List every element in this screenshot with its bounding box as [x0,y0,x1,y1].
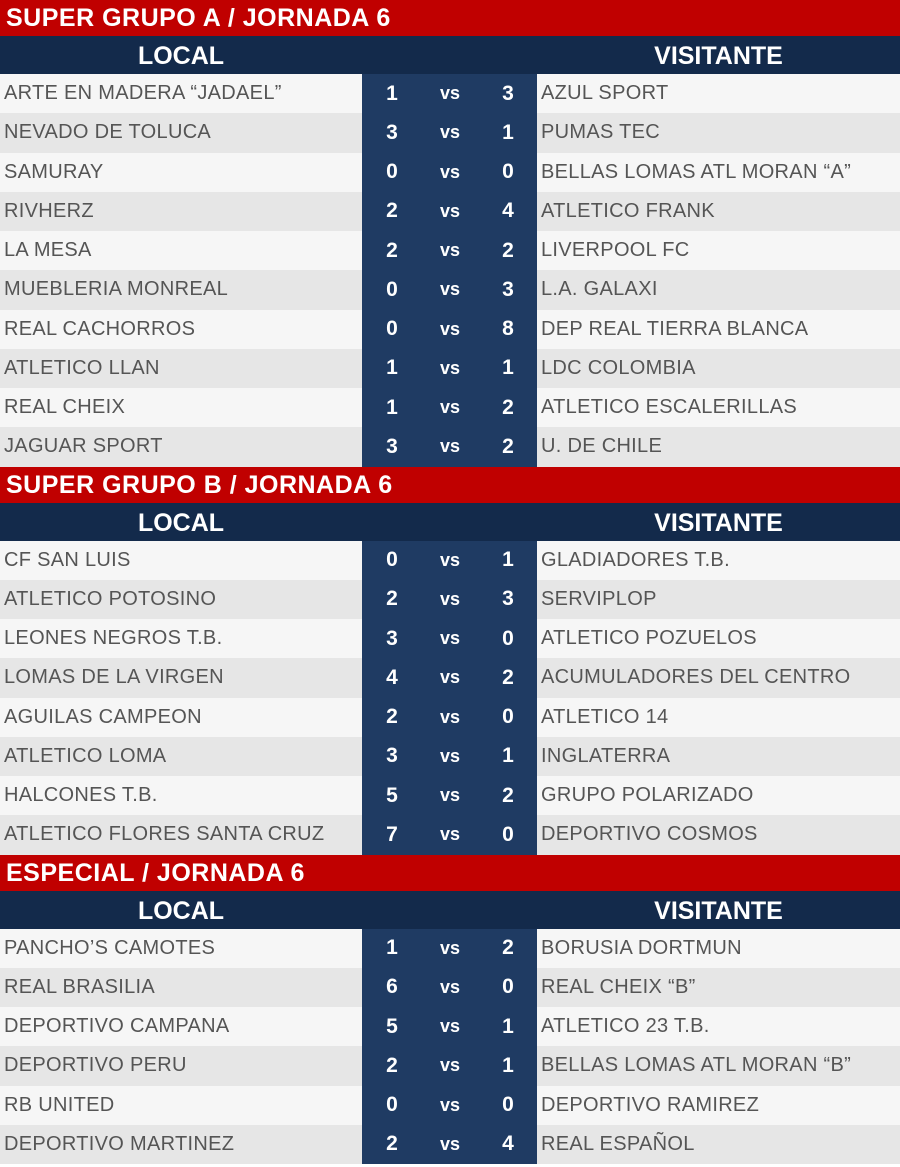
home-score: 2 [386,705,398,729]
away-score: 4 [502,199,514,223]
home-team: AGUILAS CAMPEON [4,705,202,728]
vs-label: vs [439,357,461,378]
home-team: DEPORTIVO CAMPANA [4,1015,230,1038]
home-score: 2 [386,1053,398,1077]
home-team: RB UNITED [4,1093,115,1116]
vs-label: vs [439,824,461,845]
match-row [0,619,900,658]
vs-label: vs [439,937,461,958]
match-row [0,310,900,349]
vs-label: vs [439,745,461,766]
home-score: 3 [386,120,398,144]
home-team: ATLETICO LLAN [4,356,160,379]
vs-label: vs [439,549,461,570]
away-team: LDC COLOMBIA [541,356,696,379]
away-team: ATLETICO 23 T.B. [541,1015,710,1038]
away-team: BORUSIA DORTMUN [541,936,742,959]
away-score: 2 [502,665,514,689]
score-block [362,388,537,427]
match-row [0,192,900,231]
vs-label: vs [439,1094,461,1115]
away-team: BELLAS LOMAS ATL MORAN “A” [541,160,852,183]
match-row [0,231,900,270]
away-team: L.A. GALAXI [541,278,658,301]
vs-label: vs [439,161,461,182]
match-row [0,737,900,776]
score-block [362,737,537,776]
home-team: HALCONES T.B. [4,784,158,807]
away-score: 1 [502,548,514,572]
away-score: 1 [502,356,514,380]
local-header: LOCAL [137,896,225,925]
score-block [362,1007,537,1046]
away-score: 1 [502,1014,514,1038]
home-team: REAL BRASILIA [4,975,155,998]
home-score: 7 [386,822,398,846]
home-score: 0 [386,317,398,341]
score-block [362,270,537,309]
home-score: 5 [386,1014,398,1038]
away-team: REAL CHEIX “B” [541,975,696,998]
away-score: 3 [502,277,514,301]
home-team: RIVHERZ [4,199,94,222]
away-team: ATLETICO FRANK [541,199,715,222]
vs-label: vs [439,240,461,261]
home-team: ATLETICO LOMA [4,744,167,767]
away-team: ACUMULADORES DEL CENTRO [541,666,851,689]
away-score: 4 [502,1132,514,1156]
score-block [362,1125,537,1164]
home-score: 2 [386,587,398,611]
vs-label: vs [439,628,461,649]
score-block [362,619,537,658]
away-team: DEP REAL TIERRA BLANCA [541,317,809,340]
group-section [0,467,900,855]
home-score: 3 [386,744,398,768]
home-team: DEPORTIVO MARTINEZ [4,1132,235,1155]
match-row [0,1046,900,1085]
vs-label: vs [439,83,461,104]
home-team: LOMAS DE LA VIRGEN [4,666,224,689]
away-score: 3 [502,587,514,611]
home-score: 1 [386,395,398,419]
column-header-row [0,503,900,541]
away-team: U. DE CHILE [541,435,663,458]
match-row [0,658,900,697]
home-score: 0 [386,1093,398,1117]
home-score: 0 [386,548,398,572]
away-score: 2 [502,936,514,960]
local-header: LOCAL [137,508,225,537]
group-title: SUPER GRUPO B / JORNADA 6 [0,467,900,503]
home-team: ARTE EN MADERA “JADAEL” [4,82,282,105]
home-score: 1 [386,356,398,380]
score-block [362,427,537,466]
home-score: 3 [386,434,398,458]
score-block [362,541,537,580]
group-section [0,0,900,467]
away-team: AZUL SPORT [541,82,669,105]
away-score: 0 [502,160,514,184]
match-row [0,270,900,309]
away-team: PUMAS TEC [541,121,661,144]
vs-label: vs [439,397,461,418]
home-score: 2 [386,199,398,223]
away-team: LIVERPOOL FC [541,239,690,262]
score-block [362,153,537,192]
match-row [0,349,900,388]
home-score: 0 [386,160,398,184]
score-block [362,658,537,697]
score-block [362,231,537,270]
vs-label: vs [439,588,461,609]
score-block [362,815,537,854]
away-score: 0 [502,626,514,650]
away-team: BELLAS LOMAS ATL MORAN “B” [541,1054,852,1077]
vs-label: vs [439,200,461,221]
group-section [0,855,900,1165]
match-row [0,113,900,152]
away-score: 1 [502,1053,514,1077]
away-score: 3 [502,81,514,105]
local-header: LOCAL [137,42,225,70]
away-team: GLADIADORES T.B. [541,548,730,571]
away-score: 2 [502,783,514,807]
score-block [362,698,537,737]
away-score: 0 [502,1093,514,1117]
away-score: 0 [502,705,514,729]
home-team: CF SAN LUIS [4,548,131,571]
score-block [362,1086,537,1125]
home-team: REAL CACHORROS [4,317,196,340]
match-row [0,153,900,192]
column-header-row [0,36,900,74]
match-row [0,1125,900,1164]
score-block [362,349,537,388]
match-row [0,776,900,815]
column-header-row [0,891,900,929]
home-score: 5 [386,783,398,807]
home-team: LA MESA [4,239,92,262]
home-team: LEONES NEGROS T.B. [4,627,223,650]
home-team: REAL CHEIX [4,396,126,419]
home-team: MUEBLERIA MONREAL [4,278,229,301]
home-score: 0 [386,277,398,301]
score-block [362,929,537,968]
score-block [362,310,537,349]
away-team: SERVIPLOP [541,587,657,610]
score-block [362,968,537,1007]
home-score: 2 [386,238,398,262]
vs-label: vs [439,122,461,143]
away-team: DEPORTIVO RAMIREZ [541,1093,760,1116]
match-row [0,1007,900,1046]
away-team: INGLATERRA [541,744,671,767]
score-block [362,74,537,113]
score-block [362,776,537,815]
visitor-header: VISITANTE [654,508,783,537]
home-team: DEPORTIVO PERU [4,1054,187,1077]
away-team: ATLETICO 14 [541,705,669,728]
home-team: NEVADO DE TOLUCA [4,121,212,144]
match-row [0,541,900,580]
visitor-header: VISITANTE [654,896,783,925]
score-block [362,580,537,619]
vs-label: vs [439,1133,461,1154]
vs-label: vs [439,436,461,457]
score-block [362,113,537,152]
vs-label: vs [439,318,461,339]
away-team: REAL ESPAÑOL [541,1132,695,1155]
home-team: ATLETICO POTOSINO [4,587,217,610]
away-team: DEPORTIVO COSMOS [541,823,758,846]
away-score: 2 [502,395,514,419]
home-score: 1 [386,936,398,960]
home-team: JAGUAR SPORT [4,435,163,458]
match-row [0,427,900,466]
home-score: 2 [386,1132,398,1156]
away-score: 8 [502,317,514,341]
away-score: 1 [502,744,514,768]
vs-label: vs [439,1055,461,1076]
vs-label: vs [439,1016,461,1037]
home-team: PANCHO’S CAMOTES [4,936,216,959]
away-score: 2 [502,434,514,458]
match-row [0,815,900,854]
vs-label: vs [439,667,461,688]
home-score: 6 [386,975,398,999]
vs-label: vs [439,976,461,997]
match-row [0,580,900,619]
away-team: ATLETICO ESCALERILLAS [541,396,798,419]
group-title: SUPER GRUPO A / JORNADA 6 [0,0,900,36]
match-row [0,698,900,737]
score-block [362,192,537,231]
vs-label: vs [439,279,461,300]
group-title: ESPECIAL / JORNADA 6 [0,855,900,891]
match-row [0,74,900,113]
match-row [0,968,900,1007]
home-team: ATLETICO FLORES SANTA CRUZ [4,823,325,846]
away-score: 2 [502,238,514,262]
match-row [0,1086,900,1125]
visitor-header: VISITANTE [654,42,783,70]
away-score: 1 [502,120,514,144]
vs-label: vs [439,785,461,806]
away-team: GRUPO POLARIZADO [541,784,754,807]
home-team: SAMURAY [4,160,104,183]
away-score: 0 [502,822,514,846]
away-score: 0 [502,975,514,999]
home-score: 1 [386,81,398,105]
vs-label: vs [439,706,461,727]
match-row [0,388,900,427]
away-team: ATLETICO POZUELOS [541,627,757,650]
home-score: 4 [386,665,398,689]
score-block [362,1046,537,1085]
match-row [0,929,900,968]
home-score: 3 [386,626,398,650]
